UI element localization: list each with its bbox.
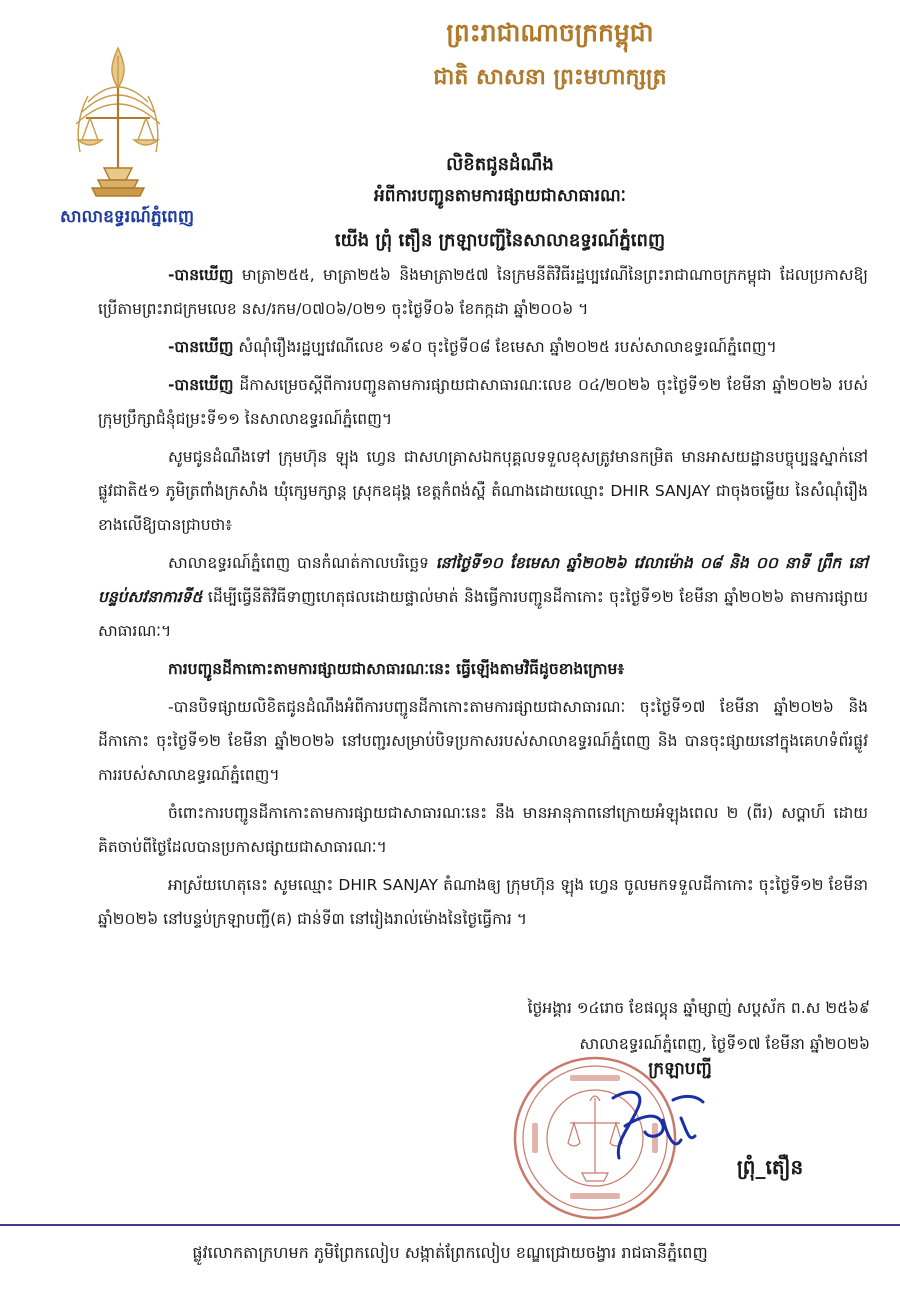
paragraph-text: ដីកាសម្រេចស្តីពីការបញ្ជូនតាមការផ្សាយជាសាធារណៈលេខ ០៤/២០២៦ ចុះថ្ងៃទី១២ ខែមីនា ឆ្នាំ២០២៦ របស់ក្រុមប្រឹក្សាជំនុំជម្រះទី១១ នៃសាលាឧទ្ធរណ៍ភ្នំពេញ។ — [98, 376, 868, 428]
footer-divider — [0, 1224, 900, 1226]
paragraph-considering-case-file — [98, 330, 868, 364]
paragraph-considering-articles — [98, 258, 868, 326]
paragraph-lead: -បានឃើញ — [168, 376, 234, 394]
paragraph-lead: -បានឃើញ — [168, 266, 234, 284]
signatory-title: ក្រឡាបញ្ជី — [648, 1059, 712, 1079]
signatory-name: ព្រុំ_តឿន — [736, 1155, 804, 1179]
kingdom-heading: ព្រះរាជាណាចក្រកម្ពុជា — [446, 18, 654, 47]
document-subtitle: អំពីការបញ្ជូនតាមការផ្សាយជាសាធារណៈ — [374, 186, 626, 206]
paragraph-text: សំណុំរឿងរដ្ឋប្បវេណីលេខ ១៩០ ចុះថ្ងៃទី០៨ ខែមេសា ឆ្នាំ២០២៥ របស់សាលាឧទ្ធរណ៍ភ្នំពេញ។ — [233, 338, 777, 356]
court-name: សាលាឧទ្ធរណ៍ភ្នំពេញ — [59, 207, 195, 227]
hearing-schedule-emphasis: នៅថ្ងៃទី១០ ខែមេសា ឆ្នាំ២០២៦ វេលាម៉ោង ០៨ និង ០០ នាទី ព្រឹក នៅបន្ទប់សវនាការទី៥ — [98, 554, 868, 606]
paragraph-method-heading: ការបញ្ជូនដីកាកោះតាមការផ្សាយជាសាធារណៈនេះ ធ្វើឡើងតាមវិធីដូចខាងក្រោម៖ — [168, 660, 625, 678]
paragraph-text: ដើម្បីធ្វើនីតិវិធីទាញហេតុផលដោយផ្ទាល់មាត់ និងធ្វើការបញ្ជូនដីកាកោះ ចុះថ្ងៃទី១២ ខែមីនា ឆ្នាំ២០២៦ តាមការផ្សាយសាធារណៈ។ — [98, 588, 868, 640]
paragraph-notice-recipient: សូមជូនដំណឹងទៅ ក្រុមហ៊ុន ឡុង ហ្វេន ជាសហគ្រាសឯកបុគ្គលទទួលខុសត្រូវមានកម្រិត មានអាសយដ្ឋានបច្ចុប្បន្នស្នាក់នៅផ្លូវជាតិ៥១ ភូមិត្រពាំងក្រសាំង ឃុំក្សេមក្សាន្ត ស្រុកឧដុង្គ ខេត្តកំពង់ស្ពឺ តំណាងដោយឈ្មោះ DHIR SANJAY ជាចុងចម្លើយ នៃសំណុំរឿងខាងលើឱ្យបានជ្រាបថា៖ — [98, 448, 868, 534]
paragraph-posting-details: -បានបិទផ្សាយលិខិតជូនដំណឹងអំពីការបញ្ជូនដីកាកោះតាមការផ្សាយជាសាធារណៈ ចុះថ្ងៃទី១៧ ខែមីនា ឆ្នាំ២០២៦ និងដីកាកោះ ចុះថ្ងៃទី១២ ខែមីនា ឆ្នាំ២០២៦ នៅបញ្ជរសម្រាប់បិទប្រកាសរបស់សាលាឧទ្ធរណ៍ភ្នំពេញ និង បានចុះផ្សាយនៅក្នុងគេហទំព័រផ្លូវការរបស់សាលាឧទ្ធរណ៍ភ្នំពេញ។ — [98, 698, 868, 784]
document-body — [98, 258, 868, 940]
lunar-date: ថ្ងៃអង្គារ ១៤រោច ខែផល្គុន ឆ្នាំម្សាញ់ សប្តស័ក ព.ស ២៥៦៩ — [527, 999, 870, 1017]
paragraph-considering-decision — [98, 368, 868, 436]
paragraph-effectiveness: ចំពោះការបញ្ជូនដីកាកោះតាមការផ្សាយជាសាធារណៈនេះ នឹង មានអានុភាពនៅក្រោយអំឡុងពេល ២ (ពីរ) សប្តាហ៍ ដោយគិតចាប់ពីថ្ងៃដែលបានប្រកាសផ្សាយជាសាធារណៈ។ — [98, 804, 868, 856]
paragraph-hearing-date — [98, 546, 868, 648]
document-issuer: យើង ព្រុំ តឿន ក្រឡាបញ្ជីនៃសាលាឧទ្ធរណ៍ភ្នំពេញ — [334, 230, 666, 251]
footer-address: ផ្លូវលោកតាក្រហមក ភូមិព្រែកលៀប សង្កាត់ព្រែកលៀប ខណ្ឌជ្រោយចង្វារ រាជធានីភ្នំពេញ — [192, 1243, 708, 1262]
court-emblem-icon — [68, 42, 168, 202]
document-title: លិខិតជូនដំណឹង — [446, 154, 554, 175]
signature-area — [490, 1048, 870, 1198]
paragraph-text: សាលាឧទ្ធរណ៍ភ្នំពេញ បានកំណត់កាលបរិច្ឆេទ — [168, 554, 436, 572]
paragraph-summons-request: អាស្រ័យហេតុនេះ សូមឈ្មោះ DHIR SANJAY តំណាងឲ្យ ក្រុមហ៊ុន ឡុង ហ្វេន ចូលមកទទួលដីកាកោះ ចុះថ្ងៃទី១២ ខែមីនា ឆ្នាំ២០២៦ នៅបន្ទប់ក្រឡាបញ្ជី(គ) ជាន់ទី៣ នៅរៀងរាល់ម៉ោងនៃថ្ងៃធ្វើការ ។ — [98, 876, 868, 928]
paragraph-lead: -បានឃើញ — [168, 338, 234, 356]
solar-date: សាលាឧទ្ធរណ៍ភ្នំពេញ, ថ្ងៃទី១៧ ខែមីនា ឆ្នាំ២០២៦ — [579, 1035, 870, 1053]
paragraph-text: មាត្រា២៥៥, មាត្រា២៥៦ និងមាត្រា២៥៧ នៃក្រមនីតិវិធីរដ្ឋប្បវេណីនៃព្រះរាជាណាចក្រកម្ពុជា ដែលប្រកាសឱ្យប្រើតាមព្រះរាជក្រមលេខ នស/រកម/០៧០៦/០២១ ចុះថ្ងៃទី០៦ ខែកក្កដា ឆ្នាំ២០០៦ ។ — [98, 266, 868, 318]
letterhead — [0, 0, 900, 250]
national-motto: ជាតិ សាសនា ព្រះមហាក្សត្រ — [433, 65, 667, 90]
